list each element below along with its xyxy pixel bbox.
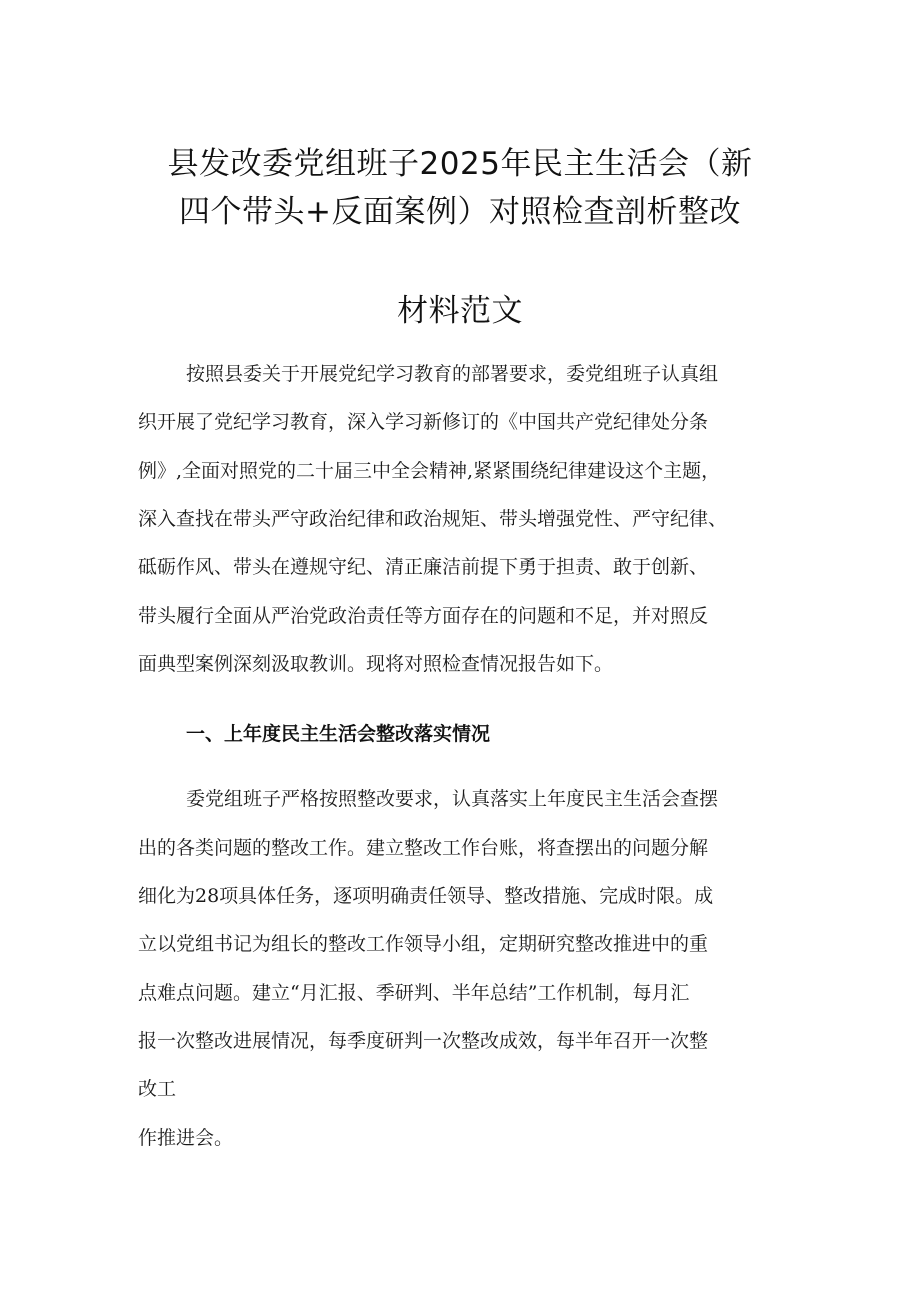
section-heading: 一、上年度民主生活会整改落实情况 — [186, 723, 491, 745]
section-paragraph-line: 报一次整改进展情况，每季度研判一次整改成效，每半年召开一次整 — [138, 1030, 709, 1052]
section-paragraph-line: 作推进会。 — [138, 1127, 234, 1149]
document-title-line-3: 材料范文 — [397, 293, 523, 329]
section-paragraph-line: 委党组班子严格按照整改要求，认真落实上年度民主生活会查摆 — [186, 788, 719, 810]
intro-paragraph-line: 砥砺作风、带头在遵规守纪、清正廉洁前提下勇于担责、敢于创新、 — [138, 556, 709, 578]
intro-paragraph-line: 深入查找在带头严守政治纪律和政治规矩、带头增强党性、严守纪律、 — [138, 508, 728, 530]
section-paragraph-line: 细化为28项具体任务，逐项明确责任领导、整改措施、完成时限。成 — [138, 885, 714, 907]
section-paragraph-line: 点难点问题。建立“月汇报、季研判、半年总结”工作机制，每月汇 — [138, 982, 690, 1004]
intro-paragraph-line: 按照县委关于开展党纪学习教育的部署要求，委党组班子认真组 — [186, 363, 719, 385]
section-paragraph-line: 改工 — [138, 1078, 177, 1100]
section-paragraph-line: 立以党组书记为组长的整改工作领导小组，定期研究整改推进中的重 — [138, 933, 709, 955]
section-paragraph-line: 出的各类问题的整改工作。建立整改工作台账，将查摆出的问题分解 — [138, 837, 709, 859]
intro-paragraph-line: 带头履行全面从严治党政治责任等方面存在的问题和不足，并对照反 — [138, 605, 709, 627]
intro-paragraph-line: 例》,全面对照党的二十届三中全会精神,紧紧围绕纪律建设这个主题， — [138, 460, 721, 482]
document-title-line-2: 四个带头+反面案例）对照检查剖析整改 — [179, 194, 741, 230]
intro-paragraph-line: 面典型案例深刻汲取教训。现将对照检查情况报告如下。 — [138, 653, 614, 675]
intro-paragraph-line: 织开展了党纪学习教育，深入学习新修订的《中国共产党纪律处分条 — [138, 411, 709, 433]
document-title-line-1: 县发改委党组班子2025年民主生活会（新 — [167, 146, 753, 182]
